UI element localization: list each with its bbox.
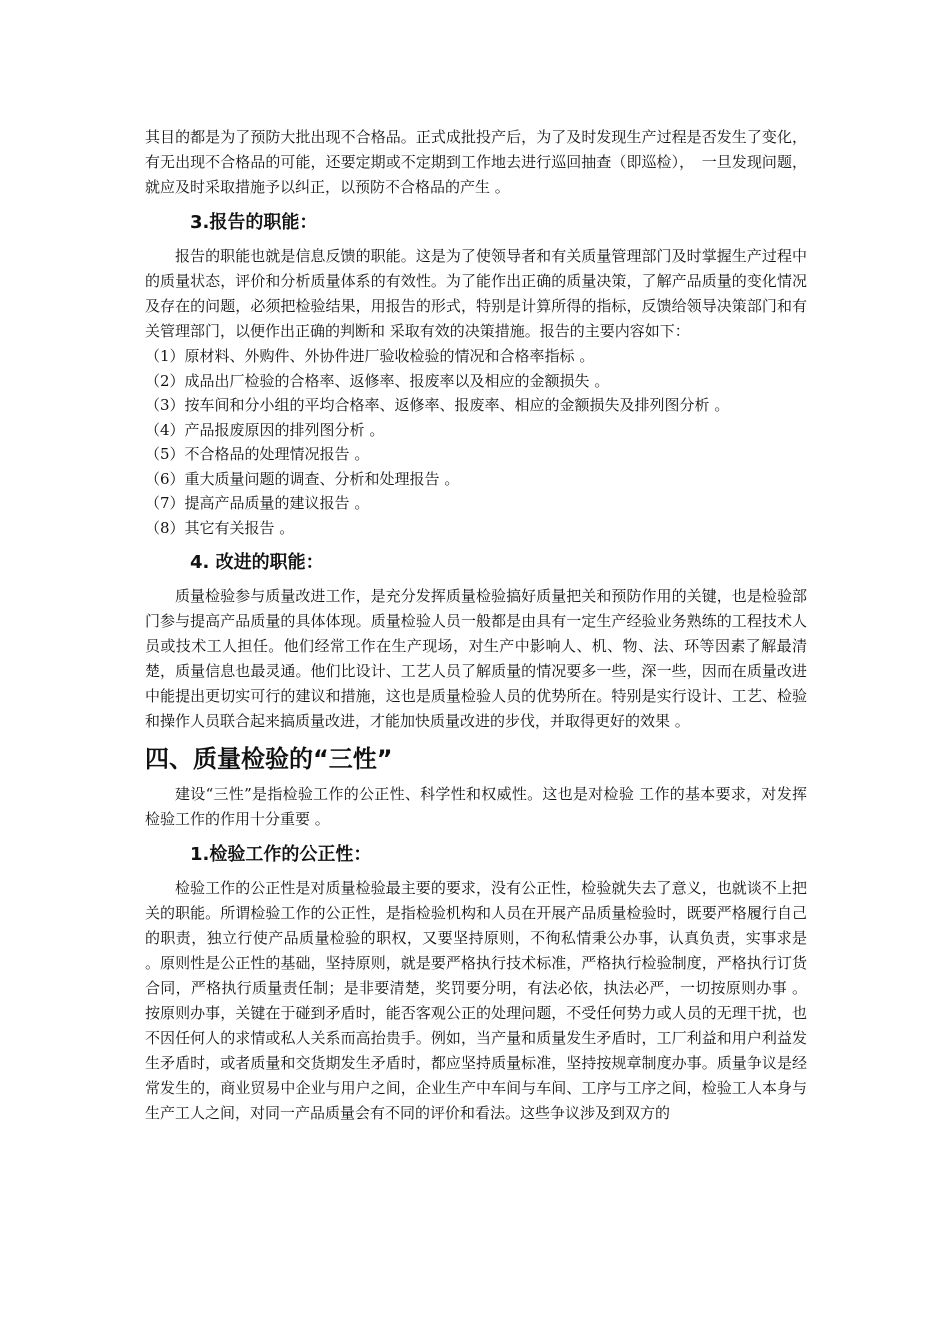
list-item: （2）成品出厂检验的合格率、返修率、报废率以及相应的金额损失 。: [145, 371, 610, 390]
paragraph-report: 报告的职能也就是信息反馈的职能。这是为了使领导者和有关质量管理部门及时掌握生产过程中的质量状态，评价和分析质量体系的有效性。为了能作出正确的质量决策，了解产品质量的变化情况及存在的问题，必须把检验结果，用报告的形式，特别是计算所得的指标，反馈给领导决策部门和有关管理部门，以便作出正确的判断和 采取有效的决策措施。报告的主要内容如下：: [145, 247, 807, 340]
paragraph-improve: 质量检验参与质量改进工作，是充分发挥质量检验搞好质量把关和预防作用的关键，也是检验部门参与提高产品质量的具体体现。质量检验人员一般都是由具有一定生产经验业务熟练的工程技术人员或技术工人担任。他们经常工作在生产现场，对生产中影响人、机、物、法、环等因素了解最清楚，质量信息也最灵通。他们比设计、工艺人员了解质量的情况要多一些，深一些，因而在质量改进中能提出更切实可行的建议和措施，这也是质量检验人员的优势所在。特别是实行设计、工艺、检验和操作人员联合起来搞质量改进，才能加快质量改进的步伐，并取得更好的效果 。: [145, 587, 807, 730]
heading-report-function: 3.报告的职能：: [190, 212, 318, 233]
document-body: [145, 125, 807, 1126]
paragraph-fairness: 检验工作的公正性是对质量检验最主要的要求，没有公正性，检验就失去了意义，也就谈不上把关的职能。所谓检验工作的公正性，是指检验机构和人员在开展产品质量检验时，既要严格履行自己的职责，独立行使产品质量检验的职权，又要坚持原则，不徇私情秉公办事，认真负责，实事求是 。原则性是公正性的基础，坚持原则，就是要严格执行技术标准，严格执行检验制度，严格执行订货合同，严格执行质量责任制；是非要清楚，奖罚要分明，有法必依，执法必严，一切按原则办事 。按原则办事，关键在于碰到矛盾时，能否客观公正的处理问题，不受任何势力或人员的无理干扰，也不因任何人的求情或私人关系而高抬贵手。例如，当产量和质量发生矛盾时，工厂利益和用户利益发生矛盾时，或者质量和交货期发生矛盾时，都应坚持质量标准，坚持按规章制度办事。质量争议是经常发生的，商业贸易中企业与用户之间，企业生产中车间与车间、工序与工序之间，检验工人本身与生产工人之间，对同一产品质量会有不同的评价和看法。这些争议涉及到双方的: [145, 879, 807, 1122]
list-item: （8）其它有关报告 。: [145, 518, 295, 537]
list-item: （1）原材料、外购件、外协件进厂验收检验的情况和合格率指标 。: [145, 347, 595, 365]
paragraph-three-properties: 建设“三性”是指检验工作的公正性、科学性和权威性。这也是对检验 工作的基本要求，对发挥检验工作的作用十分重要 。: [145, 785, 807, 828]
list-item: （6）重大质量问题的调查、分析和处理报告 。: [145, 469, 460, 488]
heading-section-four: 四、质量检验的“三性”: [145, 745, 393, 773]
list-item: （5）不合格品的处理情况报告 。: [145, 445, 370, 463]
heading-improve-function: 4. 改进的职能：: [190, 552, 324, 573]
report-contents-list: [145, 344, 807, 540]
list-item: （7）提高产品质量的建议报告 。: [145, 494, 370, 512]
list-item: （3）按车间和分小组的平均合格率、返修率、报废率、相应的金额损失及排列图分析 。: [145, 396, 730, 414]
paragraph-intro: 其目的都是为了预防大批出现不合格品。正式成批投产后，为了及时发现生产过程是否发生了变化，有无出现不合格品的可能，还要定期或不定期到工作地去进行巡回抽查（即巡检）， 一旦发现问题，就应及时采取措施予以纠正，以预防不合格品的产生 。: [145, 128, 807, 196]
heading-fairness: 1.检验工作的公正性：: [190, 844, 372, 865]
list-item: （4）产品报废原因的排列图分析 。: [145, 420, 385, 439]
